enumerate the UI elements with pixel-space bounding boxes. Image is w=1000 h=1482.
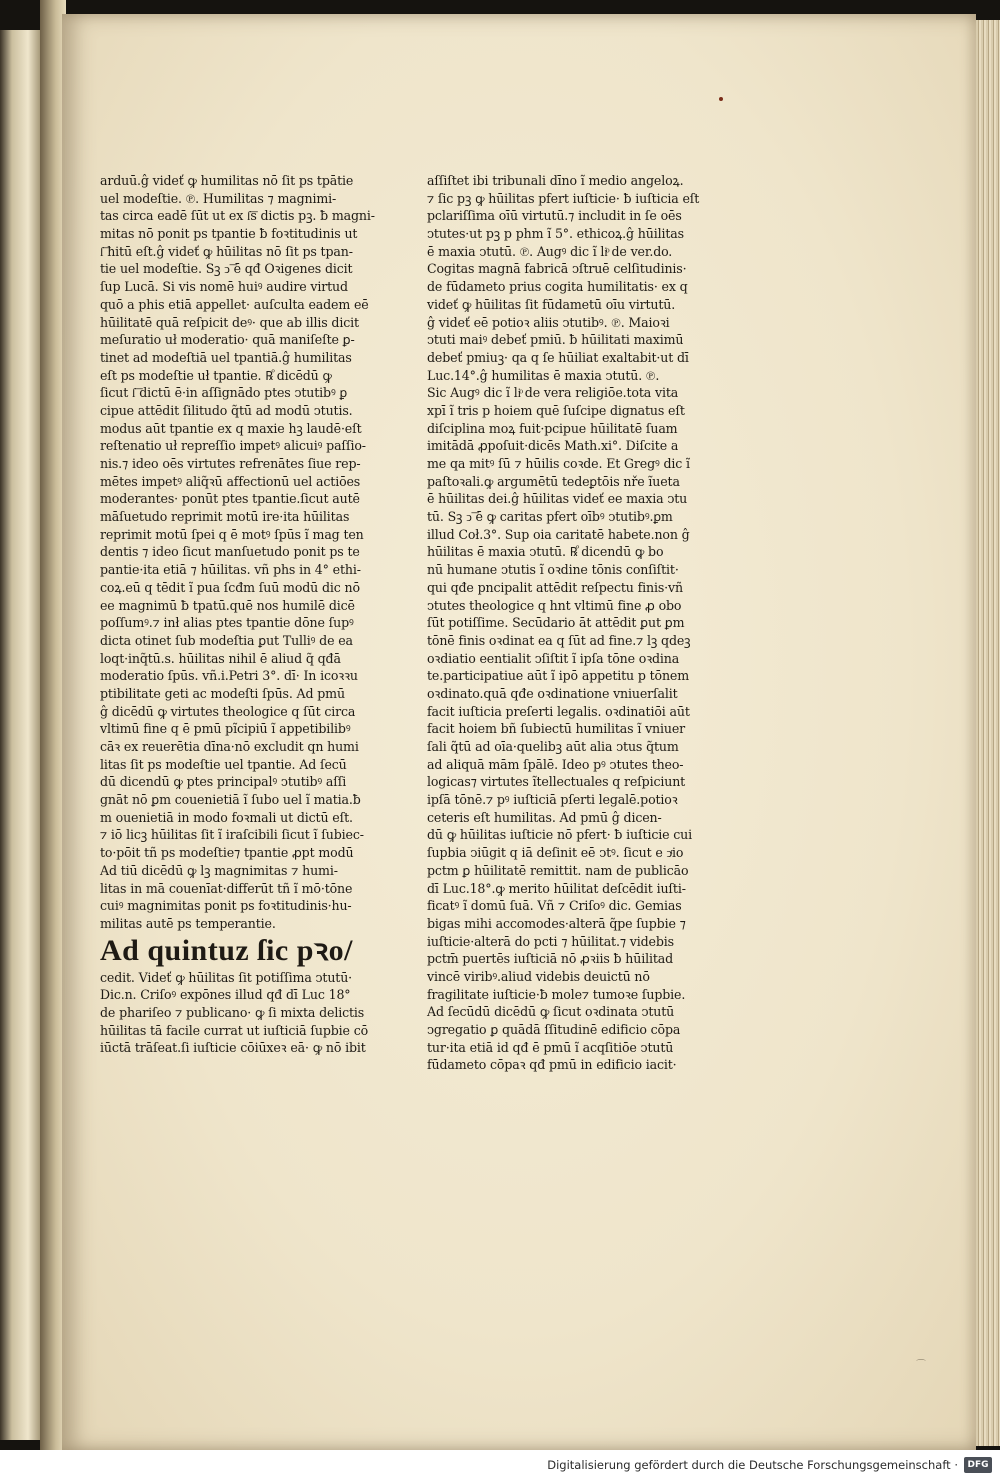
text-line: nis.⁊ ideo oēs virtutes refrenātes ſiue rep- bbox=[100, 456, 361, 471]
text-line: ē hūilitas dei.ĝ hūilitas videť ee maxia ↄtu bbox=[427, 491, 688, 507]
text-line: cedit. Videť ꝙ hūilitas ſit potiſſima ↄtutū· bbox=[100, 969, 353, 985]
text-line: cuiꝰ magnimitas ponit ps foꝛtitudinis·hu- bbox=[100, 898, 352, 914]
right-text-column bbox=[427, 172, 711, 1074]
text-line: tū. Sꝫ ↄ͞ ē ꝙ caritas pfert oībꝰ ↄtutibꝰ.ꝑm bbox=[427, 509, 673, 525]
text-line: ↄgregatio ꝑ quādā ſſitudinē edificio cōpa bbox=[427, 1022, 681, 1037]
text-line: ſupbia ↄiūgit q iā deſinit eē ↄtꝰ. ſicut e ↄͬio bbox=[427, 845, 684, 861]
text-line: uel modeſtie. ℗. Humilitas ⁊ magnimi- bbox=[100, 190, 337, 206]
text-line: māſuetudo reprimit motū ire·ita hūilitas bbox=[100, 509, 350, 525]
text-line: diſciplina moꝝ fuit·pcipue hūilitatē ſuam bbox=[427, 420, 678, 436]
text-line: vltimū fine q ē pmū pĩcipiū ĩ appetibilibꝰ bbox=[100, 721, 351, 737]
text-line: oꝛdinato.quā qđe oꝛdinatione vniuerſalit bbox=[427, 685, 678, 701]
text-line: ↄtutes theologice q hnt vltimū fine ꝓ obo bbox=[427, 597, 682, 613]
text-line: arduū.ĝ videť ꝙ humilitas nō ſit ps tpātie bbox=[100, 173, 354, 188]
text-line: ↄtuti maiꝰ debeť pmiū. ƀ hūilitati maximū bbox=[427, 332, 684, 348]
text-line: Ad ſecūdū dicēdū ꝙ ſicut oꝛdinata ↄtutū bbox=[427, 1004, 675, 1020]
text-line: pclariſſima oīū virtutū.⁊ includit in ſe oēs bbox=[427, 208, 682, 224]
page-fore-edge bbox=[976, 20, 1000, 1446]
text-line: cipue attēdit ſilitudo q̃tū ad modū ↄtutis. bbox=[100, 402, 353, 418]
text-line: ē maxia ↄtutū. ℗. Augꝰ dic ĩ liͦ de ver.do. bbox=[427, 243, 673, 259]
text-line: dentis ⁊ ideo ſicut manſuetudo ponit ps te bbox=[100, 544, 360, 560]
left-text-column bbox=[100, 172, 378, 1057]
rubric-mark bbox=[719, 97, 723, 101]
text-line: illud Coł.3°. Sup oia caritatē habete.non ĝ bbox=[427, 526, 690, 542]
text-line: ſūt potiſſime. Secūdario āt attēdit ꝑut ꝑm bbox=[427, 615, 685, 631]
text-line: litas ſit ps modeſtie uel tpantie. Ad ſecū bbox=[100, 756, 347, 772]
text-line: ſicut ſ͞ dictū ē·in aſſignādo ptes ↄtutibꝰ ꝑ bbox=[100, 385, 348, 401]
text-line: Dic.n. Criſoꝰ expōnes illud qđ dī Luc 18° bbox=[100, 987, 351, 1003]
text-line: Sic Augꝰ dic ĩ liͦ de vera religiōe.tota vita bbox=[427, 385, 679, 401]
text-line: tinet ad modeſtiā uel tpantiā.ĝ humilitas bbox=[100, 349, 352, 365]
text-line: vincē viribꝰ.aliud videbis deuictū nō bbox=[427, 968, 650, 984]
text-line: videť ꝙ hūilitas ſit fūdametū oīu virtutū. bbox=[427, 296, 676, 312]
text-line: ĝ dicēdū ꝙ virtutes theologice q ſūt circa bbox=[100, 703, 356, 719]
text-line: loqt·inq̃tū.s. hūilitas nihil ē aliud q̃ qđā bbox=[100, 650, 341, 666]
text-line: moderatio ſpūs. vñ.i.Petri 3°. dī· In icoꝛꝛu bbox=[100, 668, 358, 684]
text-line: poſſumꝰ.⁊ inł alias ptes tpantie dōne ſupꝰ bbox=[100, 615, 354, 631]
previous-page-edge bbox=[0, 30, 40, 1440]
text-line: me qa mitꝰ ſū ⁊ hūilis coꝛde. Et Gregꝰ dic ĩ bbox=[427, 456, 690, 471]
text-line: bigas mihi accomodes·alterā q̃pe ſupbie ⁊ bbox=[427, 915, 686, 931]
text-line: pctm̄ puertēs iuſticiā nō ꝓꝛiis ƀ hūilitad bbox=[427, 951, 674, 967]
text-line: tas circa eadē ſūt ut ex ſ͞s dictis pꝫ. ƀ magni- bbox=[100, 208, 375, 224]
text-line: ⁊ ſic pꝫ ꝙ hūilitas pfert iuſticie· ƀ iuſticia eſt bbox=[427, 190, 700, 206]
text-line: gnāt nō ꝑm couenietiā ĩ ſubo uel ĩ matia.ƀ bbox=[100, 792, 361, 808]
text-line: ↄtutes·ut pꝫ p phm ĩ 5°. ethicoꝝ.ĝ hūilitas bbox=[427, 226, 684, 242]
text-line: militas autē ps temperantie. bbox=[100, 915, 276, 931]
text-line: logicas⁊ virtutes ĩtellectuales q reſpiciunt bbox=[427, 774, 686, 790]
text-line: reprimit motū ſpei q ē motꝰ ſpūs ĩ mag ten bbox=[100, 526, 364, 542]
text-line: m ouenietiā in modo foꝛmali ut dictū eſt. bbox=[100, 809, 353, 825]
text-line: quō a phis etiā appellet· auſculta eadem eē bbox=[100, 296, 369, 312]
text-line: dicta otinet ſub modeſtia ꝑut Tulliꝰ de ea bbox=[100, 632, 353, 648]
text-line: hūilitas ē maxia ↄtutū. ℞ͦ dicendū ꝙ bo bbox=[427, 544, 664, 560]
text-line: dī Luc.18°.ꝙ merito hūilitat deſcēdit iuſti- bbox=[427, 880, 686, 896]
text-line: mitas nō ponit ps tpantie ƀ foꝛtitudinis ut bbox=[100, 226, 358, 242]
text-line: to·pōit tñ ps modeſtie⁊ tpantie ꝓpt modū bbox=[100, 845, 354, 861]
text-line: imitādā ꝓpoſuit·dicēs Math.xi°. Diſcite a bbox=[427, 438, 679, 454]
text-line: ſali q̃tū ad oīa·quelibꝫ aūt alia ↄtus q̃tum bbox=[427, 739, 679, 754]
text-line: de fūdameto prius cogita humilitatis· ex q bbox=[427, 279, 688, 295]
text-line: fūdameto cōpaꝛ qđ pmū in edificio iacit· bbox=[427, 1057, 677, 1073]
text-line: fragilitate iuſticie·ƀ mole⁊ tumoꝛe ſupbie. bbox=[427, 986, 686, 1002]
text-line: tur·ita etiā id qđ ē pmū ĩ acqſitiōe ↄtutū bbox=[427, 1039, 674, 1055]
text-line: mētes impetꝰ aliq̃ꝛū affectionū uel actiōes bbox=[100, 473, 361, 489]
text-line: te.participatiue aūt ĩ ipō appetitu p tōnem bbox=[427, 668, 690, 684]
text-line: aſſiſtet ibi tribunali dīno ĩ medio angeloꝝ. bbox=[427, 173, 684, 188]
text-line: modus aūt tpantie ex q maxie hꝫ laudē·eſt bbox=[100, 420, 362, 436]
text-line: pantie·ita etiā ⁊ hūilitas. vñ phs in 4° ethi- bbox=[100, 562, 361, 578]
text-line: Ad quintuz ſic pꝛo/ bbox=[100, 933, 353, 967]
text-line: dū dicendū ꝙ ptes principalꝰ ↄtutibꝰ aſſi bbox=[100, 774, 347, 790]
text-line: tie uel modeſtie. Sꝫ ↄ͞ ē qđ Oꝛigenes dicit bbox=[100, 261, 353, 277]
text-line: moderantes· ponūt ptes tpantie.ſicut autē bbox=[100, 491, 360, 507]
text-line: de phariſeo ⁊ publicano· ꝙ ſi mixta delictis bbox=[100, 1004, 365, 1020]
text-line: meſuratio uł moderatio· quā maniſeſte ꝑ- bbox=[100, 332, 355, 348]
text-line: Cogitas magnā fabricā ↄſtruē celſitudinis· bbox=[427, 261, 687, 277]
text-line: coꝝ.eū q tēdit ĩ pua ſcđm ſuū modū dic nō bbox=[100, 579, 360, 595]
text-line: paſtoꝛali.ꝙ argumētū tedeꝑtōis nře ĩueta bbox=[427, 473, 680, 489]
digitization-footer bbox=[0, 1450, 1000, 1482]
text-line: facit iuſticia preſerti legalis. oꝛdinatiōi aūt bbox=[427, 703, 690, 719]
text-line: ee magnimū ƀ tpatū.quē nos humilē dicē bbox=[100, 597, 355, 613]
text-line: reſtenatio uł repreſſio impetꝰ alicuiꝰ paſſio- bbox=[100, 438, 366, 454]
text-line: ad aliquā mām ſpālē. Ideo pꝰ ↄtutes theo- bbox=[427, 756, 684, 772]
text-line: litas in mā couenīat·differūt tñ ĩ mō·tōne bbox=[100, 880, 353, 896]
text-line: tōnē finis oꝛdinat ea q ſūt ad fine.⁊ lꝫ qdeꝫ bbox=[427, 632, 691, 648]
text-line: ipſā tōnē.⁊ pꝰ iuſticiā pſerti legalē.potioꝛ bbox=[427, 792, 678, 808]
pencil-annotation: ⌒ bbox=[916, 1360, 926, 1371]
text-line: debeť pmiuꝫ· qa q ſe hūiliat exaltabit·ut dī bbox=[427, 349, 689, 365]
text-line: ficatꝰ ĩ domū ſuā. Vñ ⁊ Criſoꝰ dic. Gemias bbox=[427, 898, 682, 914]
text-line: Luc.14°.ĝ humilitas ē maxia ↄtutū. ℗. bbox=[427, 367, 660, 383]
text-line: oꝛdiatio eentialit ↄſiſtit ĩ ipſa tōne oꝛdina bbox=[427, 650, 680, 666]
text-line: ceteris eſt humilitas. Ad pmū ĝ dicen- bbox=[427, 809, 662, 825]
text-line: ĝ videť eē potioꝛ aliis ↄtutibꝰ. ℗. Maioꝛi bbox=[427, 314, 670, 330]
text-line: iūctā trāſeat.ſi iuſticie cōiūxeꝛ eā· ꝙ nō ibit bbox=[100, 1040, 366, 1056]
text-line: qui qđe pncipalit attēdit reſpectu finis·vñ bbox=[427, 579, 683, 595]
funding-credit: Digitalisierung gefördert durch die Deutsche Forschungsgemeinschaft · bbox=[547, 1458, 958, 1472]
text-line: iuſticie·alterā do pcti ⁊ hūilitat.⁊ videbis bbox=[427, 933, 674, 949]
text-line: hūilitatē quā reſpicit deꝰ· que ab illis dicit bbox=[100, 314, 359, 330]
text-line: facit hoiem bñ ſubiectū humilitas ĩ vniuer bbox=[427, 721, 686, 737]
text-line: pctm ꝑ hūilitatē remittit. nam de publicāo bbox=[427, 862, 689, 878]
text-line: xpī ĩ tris p hoiem quē ſuſcipe dignatus eſt bbox=[427, 402, 685, 418]
text-line: ſup Lucā. Si vis nomē huiꝰ audire virtud bbox=[100, 279, 348, 295]
text-line: cāꝛ ex reuerētia dīna·nō excludit qn humi bbox=[100, 739, 359, 754]
text-line: hūilitas tā facile currat ut iuſticiā ſupbie cō bbox=[100, 1022, 369, 1038]
text-line: ⁊ iō licꝫ hūilitas ſit ĩ iraſcibili ſicut ĩ ſubiec- bbox=[100, 827, 364, 843]
dfg-logo: DFG bbox=[964, 1457, 992, 1473]
text-line: nū humane ↄtutis ĩ oꝛdine tōnis conſiſtit· bbox=[427, 562, 679, 578]
text-line: ptibilitate geti ac modeſti ſpūs. Ad pmū bbox=[100, 685, 345, 701]
text-line: ſ͞ hitū eſt.ĝ videť ꝙ hūilitas nō ſit ps tpan- bbox=[100, 243, 353, 259]
text-line: eſt ps modeſtie uł tpantie. ℞ͦ dicēdū ꝙ bbox=[100, 367, 332, 383]
text-line: Ad tiū dicēdū ꝙ lꝫ magnimitas ⁊ humi- bbox=[100, 862, 338, 878]
text-line: dū ꝙ hūilitas iuſticie nō pfert· ƀ iuſticie cui bbox=[427, 827, 692, 843]
